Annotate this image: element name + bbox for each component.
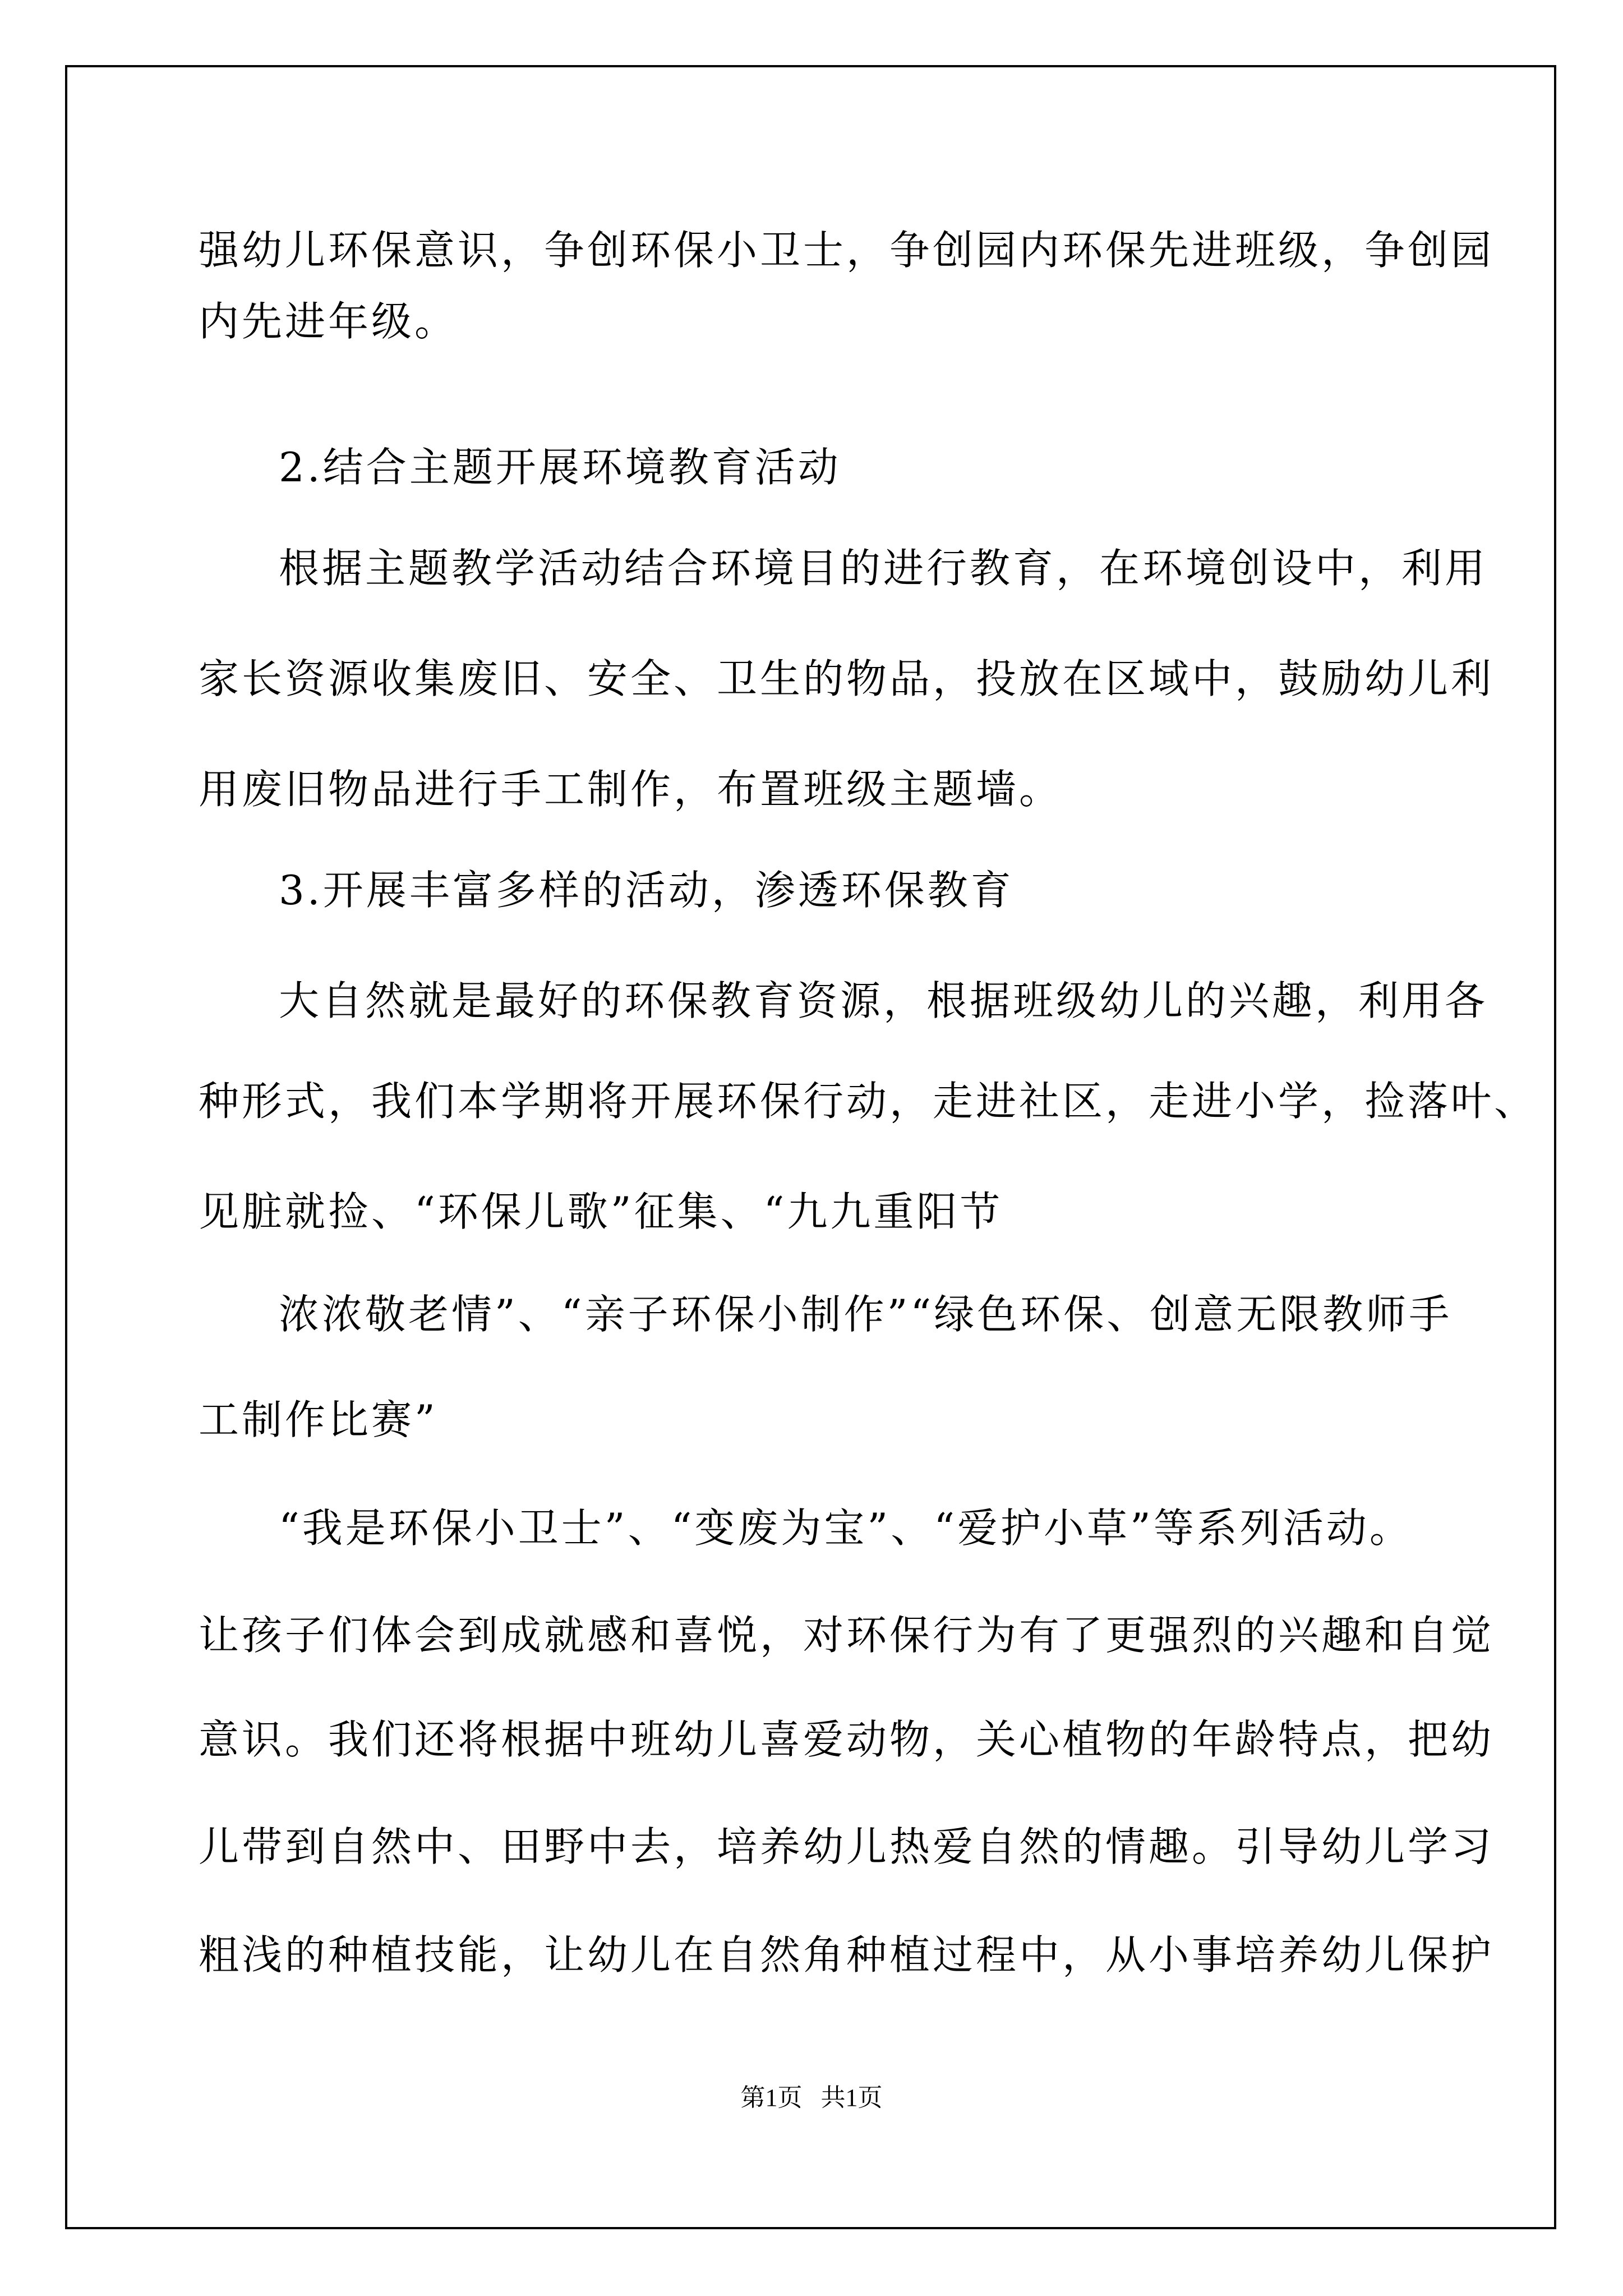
body-line: 家长资源收集废旧、安全、卫生的物品，投放在区域中，鼓励幼儿利 [199,655,1495,702]
body-line: 儿带到自然中、田野中去，培养幼儿热爱自然的情趣。引导幼儿学习 [199,1823,1495,1870]
body-line: 浓浓敬老情”、“亲子环保小制作”“绿色环保、创意无限教师手 [279,1291,1453,1338]
body-line: 粗浅的种植技能，让幼儿在自然角种植过程中，从小事培养幼儿保护 [199,1931,1495,1978]
section-heading: 3.开展丰富多样的活动，渗透环保教育 [279,867,1014,914]
body-line: “我是环保小卫士”、“变废为宝”、“爱护小草”等系列活动。 [279,1504,1413,1552]
page-border [65,65,1556,2229]
page-number-footer: 第1页 共1页 [740,2084,883,2111]
body-line: 让孩子们体会到成就感和喜悦，对环保行为有了更强烈的兴趣和自觉 [199,1612,1495,1659]
body-line: 意识。我们还将根据中班幼儿喜爱动物，关心植物的年龄特点，把幼 [199,1716,1495,1763]
body-line: 见脏就捡、“环保儿歌”征集、“九九重阳节 [199,1188,1003,1235]
body-line: 种形式，我们本学期将开展环保行动，走进社区，走进小学，捡落叶、 [199,1078,1538,1125]
section-heading: 2.结合主题开展环境教育活动 [279,444,841,491]
body-line: 强幼儿环保意识，争创环保小卫士，争创园内环保先进班级，争创园 [199,227,1495,274]
body-line: 用废旧物品进行手工制作，布置班级主题墙。 [199,766,1063,813]
body-line: 大自然就是最好的环保教育资源，根据班级幼儿的兴趣，利用各 [279,977,1488,1024]
body-line: 工制作比赛” [199,1396,438,1443]
body-line: 内先进年级。 [199,298,458,345]
body-line: 根据主题教学活动结合环境目的进行教育，在环境创设中，利用 [279,545,1488,592]
